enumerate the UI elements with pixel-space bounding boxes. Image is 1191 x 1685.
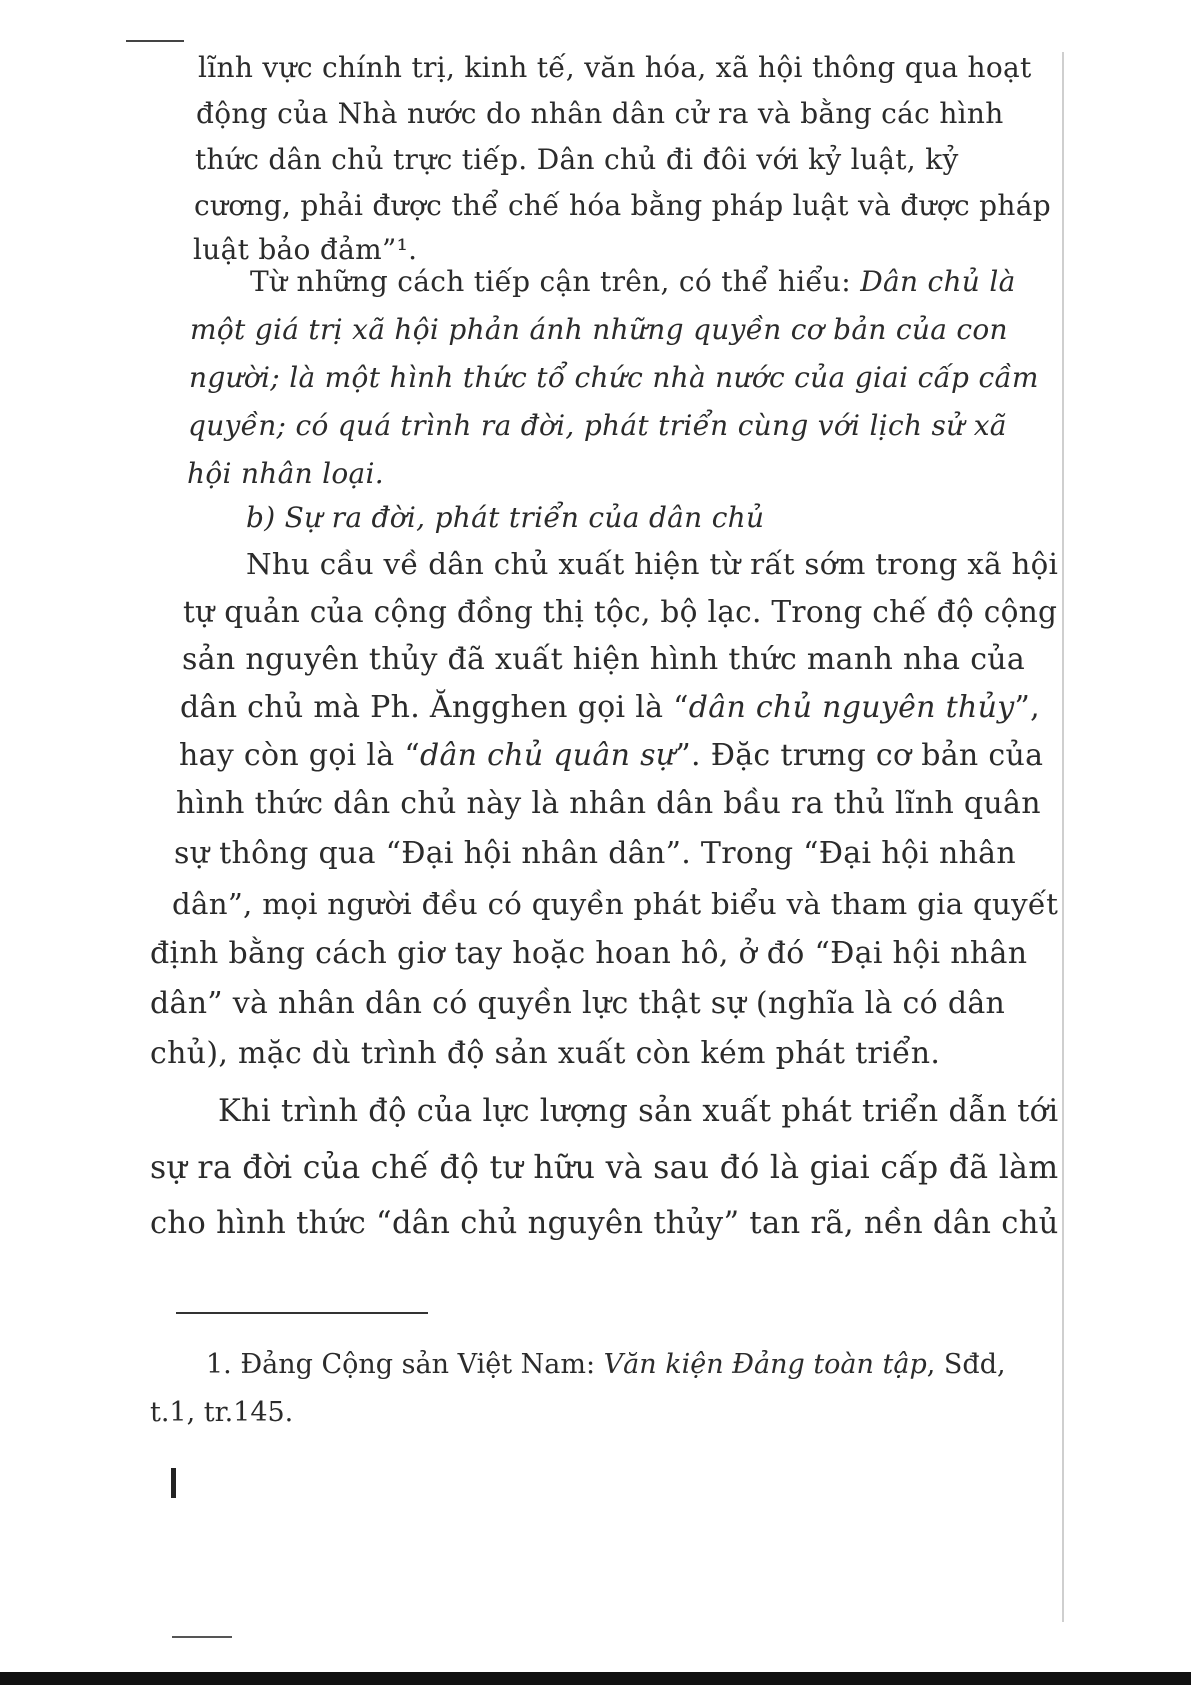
military-quote-term: dân chủ quân sự	[419, 738, 676, 773]
text-line-5: luật bảo đảm”¹.	[193, 233, 418, 266]
military-quote-suffix: ”. Đặc trưng cơ bản của	[675, 738, 1044, 773]
text-line-7	[190, 312, 1008, 348]
text-line-22: Khi trình độ của lực lượng sản xuất phát triển dẫn tới	[218, 1094, 1059, 1129]
military-quote-prefix: hay còn gọi là “	[179, 738, 420, 773]
text-line-16: hình thức dân chủ này là nhân dân bầu ra thủ lĩnh quân	[176, 786, 1041, 821]
definition-line-4: quyền; có quá trình ra đời, phát triển cùng với lịch sử xã	[188, 409, 1007, 442]
text-line-1: lĩnh vực chính trị, kinh tế, văn hóa, xã hội thông qua hoạt	[198, 51, 1032, 84]
footnote-sdd: , Sđd,	[926, 1349, 1006, 1380]
text-line-23: sự ra đời của chế độ tư hữu và sau đó là giai cấp đã làm	[150, 1150, 1059, 1186]
text-line-11: Nhu cầu về dân chủ xuất hiện từ rất sớm trong xã hội	[246, 547, 1059, 581]
page-right-edge	[1062, 52, 1064, 1622]
footnote-source: 1. Đảng Cộng sản Việt Nam:	[206, 1349, 604, 1380]
angghen-quote-term: dân chủ nguyên thủy	[688, 690, 1015, 725]
section-heading	[246, 500, 764, 536]
text-line-19: định bằng cách giơ tay hoặc hoan hô, ở đó “Đại hội nhân	[150, 936, 1028, 971]
text-line-2: động của Nhà nước do nhân dân cử ra và bằng các hình	[196, 97, 1004, 130]
footnote-line-2: t.1, tr.145.	[150, 1397, 294, 1428]
text-line-8	[189, 360, 1039, 396]
bottom-edge-mark	[172, 1636, 232, 1638]
text-line-12: tự quản của cộng đồng thị tộc, bộ lạc. Trong chế độ cộng	[183, 595, 1058, 629]
text-line-3: thức dân chủ trực tiếp. Dân chủ đi đôi với kỷ luật, kỷ	[195, 143, 959, 176]
text-line-10	[187, 456, 384, 492]
footnote-separator	[176, 1312, 428, 1314]
angghen-quote-suffix: ”,	[1014, 690, 1040, 725]
text-line-24: cho hình thức “dân chủ nguyên thủy” tan rã, nền dân chủ	[150, 1206, 1059, 1241]
text-line-14	[180, 690, 1040, 726]
definition-line-3: người; là một hình thức tổ chức nhà nước của giai cấp cầm	[189, 361, 1039, 394]
top-edge-mark	[126, 40, 184, 42]
definition-line-5: hội nhân loại.	[187, 457, 385, 490]
text-line-6	[250, 264, 1016, 300]
definition-intro: Từ những cách tiếp cận trên, có thể hiểu:	[250, 265, 861, 298]
text-line-21: chủ), mặc dù trình độ sản xuất còn kém phát triển.	[150, 1036, 941, 1071]
text-line-18: dân”, mọi người đều có quyền phát biểu và tham gia quyết	[172, 887, 1059, 921]
footnote-title: Văn kiện Đảng toàn tập	[603, 1349, 927, 1380]
text-line-17: sự thông qua “Đại hội nhân dân”. Trong “Đại hội nhân	[174, 836, 1016, 871]
left-edge-mark	[171, 1468, 176, 1498]
text-line-20: dân” và nhân dân có quyền lực thật sự (nghĩa là có dân	[150, 986, 1006, 1021]
scan-bottom-strip	[0, 1672, 1191, 1685]
section-heading-text: b) Sự ra đời, phát triển của dân chủ	[246, 501, 765, 534]
definition-line-2: một giá trị xã hội phản ánh những quyền cơ bản của con	[190, 313, 1008, 346]
text-line-4: cương, phải được thể chế hóa bằng pháp luật và được pháp	[194, 189, 1051, 222]
text-line-9	[188, 408, 1007, 444]
text-line-15	[179, 738, 1043, 774]
angghen-quote-prefix: dân chủ mà Ph. Ăngghen gọi là “	[180, 690, 689, 725]
text-line-13: sản nguyên thủy đã xuất hiện hình thức manh nha của	[182, 642, 1026, 677]
definition-start: Dân chủ là	[860, 265, 1016, 298]
footnote-line-1	[206, 1348, 1006, 1382]
